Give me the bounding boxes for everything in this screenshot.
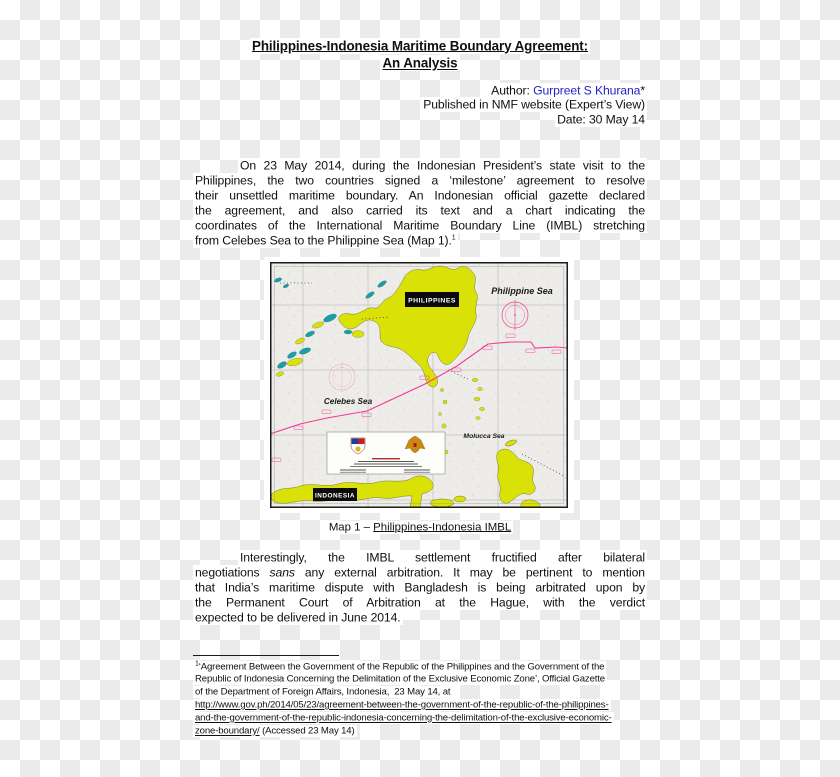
paragraph-line: expected to be delivered in June 2014.: [195, 610, 401, 624]
footnote-accessed: (Accessed 23 May 14): [259, 725, 355, 737]
svg-text:PHILIPPINES: PHILIPPINES: [408, 297, 456, 305]
nautical-chart-image: [270, 262, 568, 508]
footnote-line: [193, 713, 647, 726]
footnote-separator: [193, 655, 339, 656]
paragraph-line: Philippines, the two countries signed a ‘milestone’ agreement to resolve: [195, 173, 645, 187]
author-label: Author:: [491, 83, 534, 97]
footnote-line: [193, 726, 647, 739]
paragraph-line: On 23 May 2014, during the Indonesian President’s state visit to the: [240, 158, 645, 172]
published-line: Published in NMF website (Expert’s View): [423, 97, 645, 112]
paragraph-line: from Celebes Sea to the Philippine Sea (Map 1).$^1$: [195, 233, 456, 247]
paragraph-line: that India’s maritime dispute with Bangladesh is being arbitrated upon by: [195, 580, 645, 594]
paragraph-line: coordinates of the International Maritime Boundary Line (IMBL) stretching: [195, 218, 645, 232]
page-title: [193, 37, 647, 72]
author-line: [193, 83, 647, 98]
paragraph-line: their unsettled maritime boundary. An Indonesian official gazette declared: [195, 188, 645, 202]
caption-map-title: Philippines-Indonesia IMBL: [373, 521, 512, 533]
philippine-sea-label: Philippine Sea: [491, 286, 553, 296]
author-link[interactable]: Gurpreet S Khurana: [533, 83, 641, 97]
paragraph-line: the agreement, and also carried its text and a chart indicating the: [195, 203, 645, 217]
svg-text:INDONESIA: INDONESIA: [314, 492, 356, 500]
molucca-sea-label: Molucca Sea: [463, 433, 505, 440]
footnote-url[interactable]: and-the-government-of-the-republic-indonesia-concerning-the-delimitation-of-the-exclusive-economic-: [195, 712, 612, 724]
footnote-line: [193, 700, 647, 713]
author-asterisk: *: [640, 83, 645, 97]
paragraph-2: [193, 550, 647, 625]
title-line-2: An Analysis: [382, 55, 458, 71]
paragraph-1: [193, 158, 647, 248]
caption-prefix: Map 1 –: [328, 521, 374, 533]
date-line: Date: 30 May 14: [557, 112, 645, 127]
map-figure: [264, 257, 574, 513]
map-caption: [193, 520, 647, 534]
celebes-sea-label: Celebes Sea: [323, 397, 373, 406]
footnote-line: Republic of Indonesia Concerning the Delimitation of the Exclusive Economic Zone’, Official Gazette: [195, 673, 605, 685]
paragraph-line: the Permanent Court of Arbitration at the Hague, with the verdict: [195, 595, 645, 609]
philippines-label: [405, 292, 459, 307]
footnote-line: $^1$‘Agreement Between the Government of the Republic of the Philippines and the Government of the: [195, 659, 605, 672]
title-line-1: Philippines-Indonesia Maritime Boundary Agreement:: [251, 38, 589, 53]
footnote-line: of the Department of Foreign Affairs, Indonesia, 23 May 14, at: [195, 686, 451, 698]
chart-title-box: [327, 432, 445, 474]
paragraph-line: negotiations sans any external arbitration. It may be pertinent to mention: [195, 565, 645, 579]
paragraph-line: Interestingly, the IMBL settlement fructified after bilateral: [240, 550, 645, 564]
footnote-url[interactable]: http://www.gov.ph/2014/05/23/agreement-between-the-government-of-the-republic-of-the-philippines-: [195, 699, 609, 711]
footnote-reference: 1: [451, 233, 456, 241]
italic-word: sans: [269, 565, 295, 579]
footnote-number: 1: [195, 659, 199, 667]
author-block: [193, 83, 647, 127]
indonesia-label: [313, 488, 357, 501]
footnote-url[interactable]: zone-boundary/: [195, 725, 260, 737]
footnote: [193, 661, 647, 738]
